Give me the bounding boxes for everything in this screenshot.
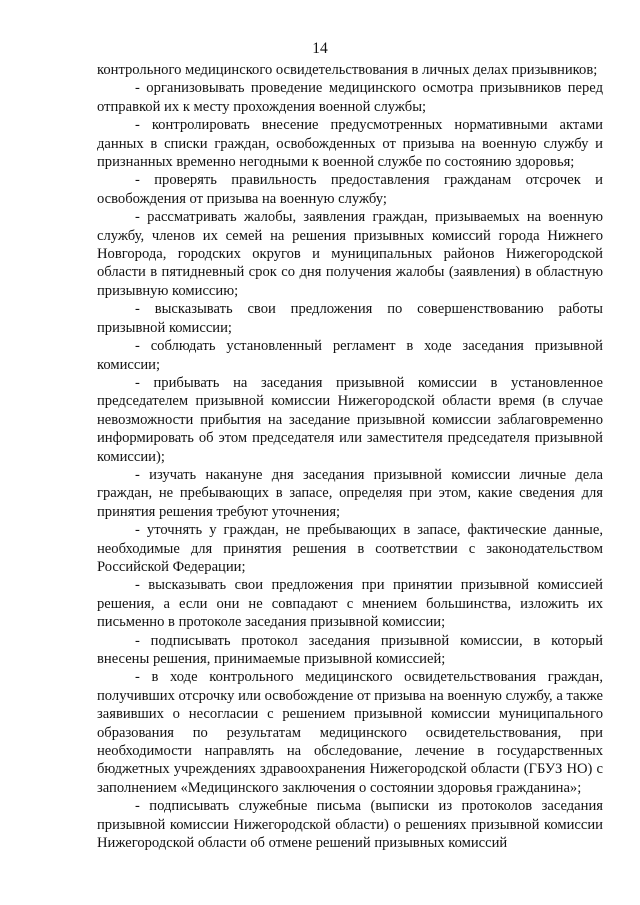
paragraph-3: - контролировать внесение предусмотренных нормативными актами данных в списки граждан, освобожденных от призыва на военную службу и признанных временно негодными к военной службе по состоянию здоровья;	[97, 117, 603, 171]
paragraph-4: - проверять правильность предоставления гражданам отсрочек и освобождения от призыва на военную службу;	[97, 172, 603, 207]
paragraph-7: - соблюдать установленный регламент в ходе заседания призывной комиссии;	[97, 338, 603, 373]
paragraph-9: - изучать накануне дня заседания призывной комиссии личные дела граждан, не пребывающих в запасе, определяя при этом, какие сведения для принятия решения требуют уточнения;	[97, 466, 603, 520]
paragraph-14: - подписывать служебные письма (выписки из протоколов заседания призывной комиссии Нижегородской области) о решениях призывной комиссии Нижегородской области об отмене решений призывных комиссий	[97, 798, 603, 852]
paragraph-8: - прибывать на заседания призывной комиссии в установленное председателем призывной комиссии Нижегородской области время (в случае невозможности прибытия на заседание призывной комиссии заблаговременно информировать об этом председателя или заместителя председателя призывной комиссии);	[97, 374, 603, 465]
paragraph-6: - высказывать свои предложения по совершенствованию работы призывной комиссии;	[97, 301, 603, 336]
document-body	[97, 61, 603, 852]
paragraph-2: - организовывать проведение медицинского осмотра призывников перед отправкой их к месту прохождения военной службы;	[97, 80, 603, 115]
paragraph-13: - в ходе контрольного медицинского освидетельствования граждан, получивших отсрочку или освобождение от призыва на военную службу, а также заявивших о несогласии с решением призывной комиссии муниципального образования по результатам медицинского освидетельствования, при необходимости направлять на обследование, лечение в государственных бюджетных учреждениях здравоохранения Нижегородской области (ГБУЗ НО) с заполнением «Медицинского заключения о состоянии здоровья гражданина»;	[97, 669, 603, 796]
page-number: 14	[312, 40, 328, 57]
paragraph-5: - рассматривать жалобы, заявления граждан, призываемых на военную службу, членов их семей на решения призывных комиссий города Нижнего Новгорода, городских округов и муниципальных районов Нижегородской области в пятидневный срок со дня получения жалобы (заявления) в областную призывную комиссию;	[97, 209, 603, 299]
paragraph-1: контрольного медицинского освидетельствования в личных делах призывников;	[97, 62, 598, 78]
paragraph-10: - уточнять у граждан, не пребывающих в запасе, фактические данные, необходимые для принятия решения в соответствии с законодательством Российской Федерации;	[97, 522, 603, 575]
paragraph-12: - подписывать протокол заседания призывной комиссии, в который внесены решения, принимаемые призывной комиссией;	[97, 632, 603, 667]
paragraph-11: - высказывать свои предложения при принятии призывной комиссией решения, а если они не совпадают с мнением большинства, изложить их письменно в протоколе заседания призывной комиссии;	[97, 577, 603, 631]
